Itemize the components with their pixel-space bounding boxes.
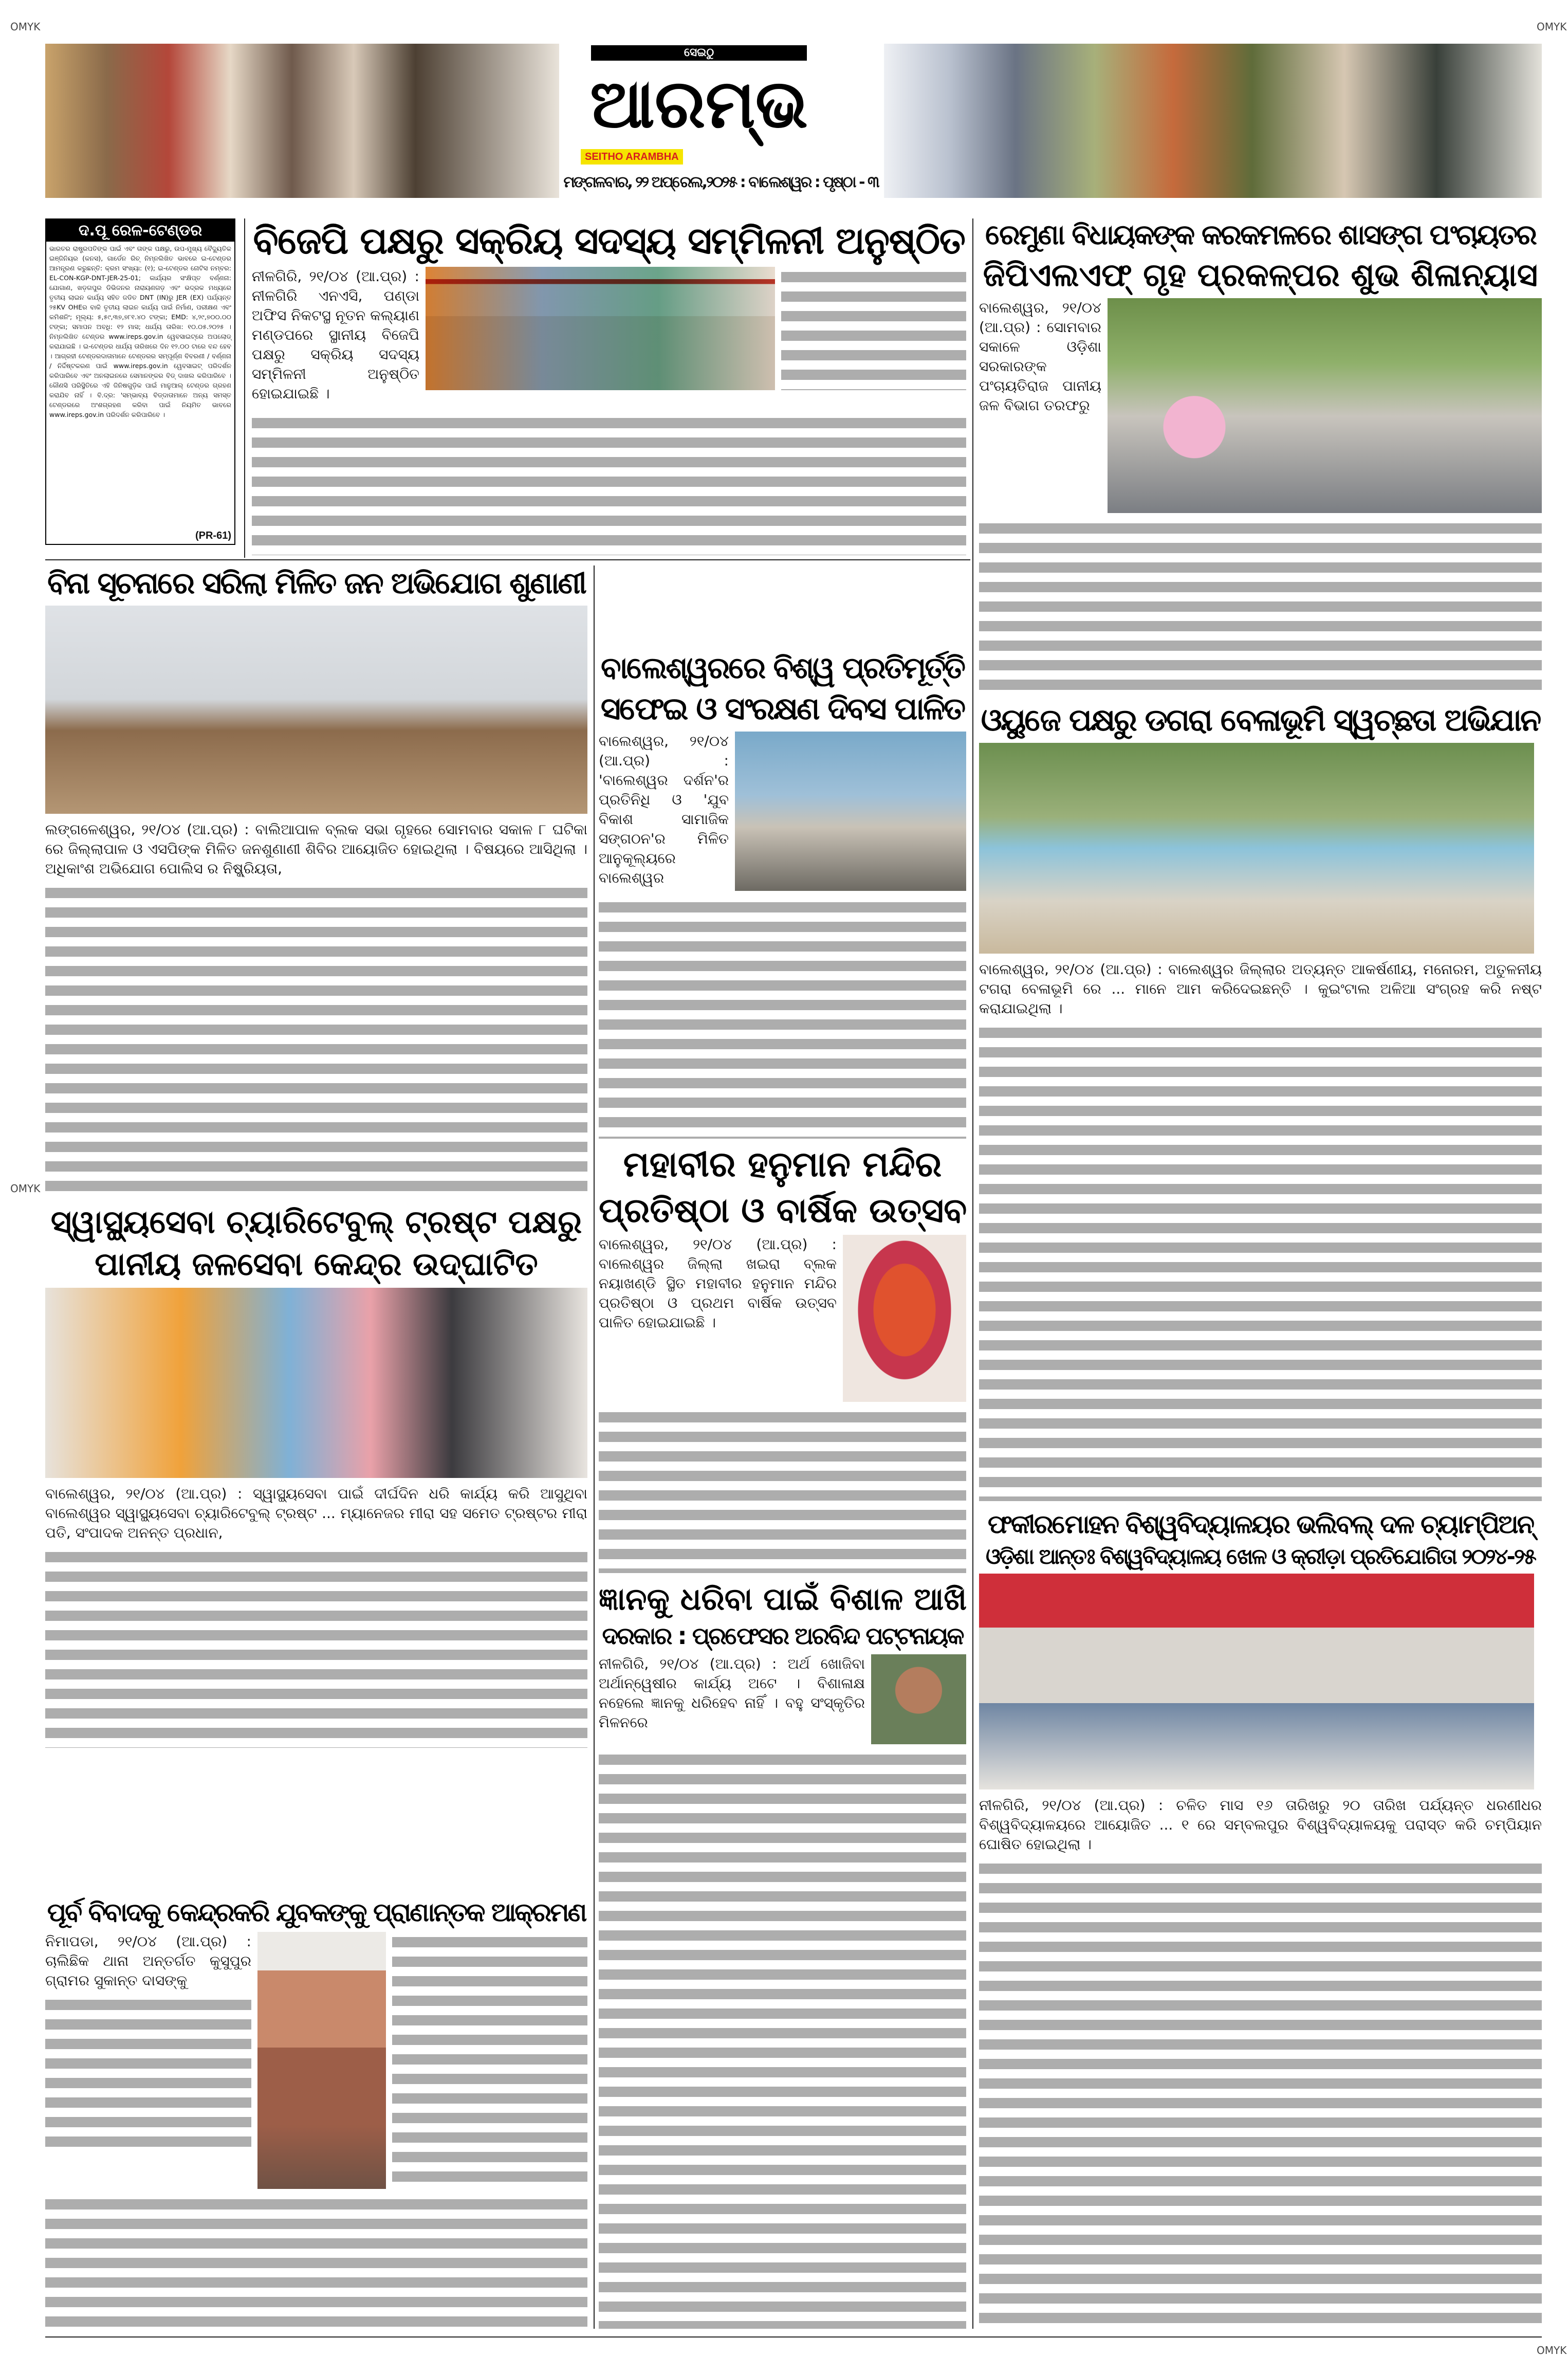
photo-grievance-hearing <box>45 606 587 814</box>
article-bjp-text <box>781 267 966 390</box>
article-water <box>45 1203 587 1748</box>
headline-remuna-2: ଜିପିଏଲଏଫ୍ ଗୃହ ପ୍ରକଳ୍ପର ଶୁଭ ଶିଳାନ୍ୟାସ <box>983 255 1538 294</box>
article-attack <box>45 1897 587 2329</box>
article-lead: ନୀଳଗିରି, ୨୧/୦୪ (ଆ.ପ୍ର) : ଅର୍ଥ ଖୋଜିବା ଅର୍ଥାନ୍ୱେଷୀର କାର୍ଯ୍ୟ ଅଟେ । ବିଶାଳାକ୍ଷ ନହେଲେ ଜ୍ଞାନକୁ ଧରିହେବ ନାହିଁ । ବହୁ ସଂସ୍କୃତିର ମିଳନରେ <box>599 1655 865 1731</box>
headline-beach: ଓୟୁଜେ ପକ୍ଷରୁ ଡଗରା ବେଳାଭୂମି ସ୍ୱଚ୍ଛତା ଅଭିଯାନ <box>981 702 1540 738</box>
article-lead: ବାଲେଶ୍ୱର, ୨୧/୦୪ (ଆ.ପ୍ର) : ବାଲେଶ୍ୱର ଜିଲ୍ଲା ଖଇରା ବ୍ଲକ ନୟାଖଣ୍ଡି ସ୍ଥିତ ମହାବୀର ହନୁମାନ ମନ୍ଦିର ପ୍ରତିଷ୍ଠା ଓ ପ୍ରଥମ ବାର୍ଷିକ ଉତ୍ସବ ପାଳିତ ହୋଇଯାଇଛି । <box>599 1235 837 1331</box>
photo-volleyball-trophy <box>979 1574 1534 1789</box>
headline-heritage-2: ସଫେଇ ଓ ସଂରକ୍ଷଣ ଦିବସ ପାଳିତ <box>600 690 965 727</box>
article-beach <box>979 702 1542 1501</box>
masthead-photo-strip-right <box>884 44 1542 198</box>
headline-volleyball-2: ଓଡ଼ିଶା ଆନ୍ତଃ ବିଶ୍ୱବିଦ୍ୟାଳୟ ଖେଳ ଓ କ୍ରୀଡ଼ା ପ୍ରତିଯୋଗିତା ୨୦୨୪-୨୫ <box>985 1544 1536 1569</box>
headline-heritage-1: ବାଲେଶ୍ୱରରେ ବିଶ୍ୱ ପ୍ରତିମୂର୍ତ୍ତି <box>601 650 964 685</box>
registration-mark: OMYK <box>10 21 41 33</box>
headline-remuna-1: ରେମୁଣା ବିଧାୟକଙ୍କ କରକମଳରେ ଶାସଙ୍ଗ ପଂଚାୟତର <box>985 218 1536 251</box>
tender-notice <box>45 218 235 545</box>
article-lead: ନୀଳଗିରି, ୨୧/୦୪ (ଆ.ପ୍ର) : ଚଳିତ ମାସ ୧୬ ତାରିଖରୁ ୨୦ ତାରିଖ ପର୍ଯ୍ୟନ୍ତ ଧରଣୀଧର ବିଶ୍ୱବିଦ୍ୟାଳୟରେ ଆୟୋଜିତ ... ୧ ରେ ସମ୍ବଲପୁର ବିଶ୍ୱବିଦ୍ୟାଳୟକୁ ପରାସ୍ତ କରି ଚମ୍ପିୟାନ ଘୋଷିତ ହୋଇଥିଲା । <box>979 1797 1542 1853</box>
article-volleyball <box>979 1509 1542 2329</box>
article-grievance-text <box>45 883 587 1193</box>
masthead-tagline: SEITHO ARAMBHA <box>581 149 683 165</box>
article-lead: ନୀଳଗିରି, ୨୧/୦୪ (ଆ.ପ୍ର) : ନୀଳଗିରି ଏନଏସି, ପଣ୍ଡା ଅଫିସ ନିକଟସ୍ଥ ନୂତନ କଲ୍ୟାଣ ମଣ୍ଡପରେ ସ୍ଥାନୀୟ ବିଜେପି ପକ୍ଷରୁ ସକ୍ରିୟ ସଦସ୍ୟ ସମ୍ମିଳନୀ ଅନୁଷ୍ଠିତ ହୋଇଯାଇଛି । <box>252 268 419 403</box>
headline-volleyball-1: ଫକୀରମୋହନ ବିଶ୍ୱବିଦ୍ୟାଳୟର ଭଲିବଲ୍ ଦଳ ଚ୍ୟାମ୍ପିଅନ୍ <box>987 1509 1534 1539</box>
tender-text: ଭାରତର ରାଷ୍ଟ୍ରପତିଙ୍କ ପାଇଁ ଏବଂ ତାଙ୍କ ପକ୍ଷରୁ, ଉପ-ମୁଖ୍ୟ ବୈଦ୍ୟୁତିକ ଇଞ୍ଜିନିୟର (କନସ), ଗାର୍ଡେନ ରିଚ୍ ନିମ୍ନଲିଖିତ ଭାବରେ ଇ-ଟେଣ୍ଡର ଆମନ୍ତ୍ରଣ କରୁଛନ୍ତି: କ୍ରମ ସଂଖ୍ୟା: (୧); ଇ-ଟେଣ୍ଡର ନୋଟିସ ନମ୍ବର: EL-CON-KGP-DNT-JER-25-01; କାର୍ଯ୍ୟର ସଂକ୍ଷିପ୍ତ ବର୍ଣ୍ଣନା: ଯୋଗାଣ, ଖଡ଼ଗପୁର ଡିଭିଜନର ନାରାୟଣଗଡ଼ ଏବଂ ଭଦ୍ରକ ମଧ୍ୟରେ ତୃତୀୟ ଲାଇନ କାର୍ଯ୍ୟ ସହିତ ଜଡିତ DNT (IN)ରୁ JER (EX) ପର୍ଯ୍ୟନ୍ତ ୨୫KV OHEର ବାକି ତୃତୀୟ ଲାଇନ କାର୍ଯ୍ୟ ପାଇଁ ନିର୍ମାଣ, ପରୀକ୍ଷଣ ଏବଂ କମିଶନିଂ; ମୂଲ୍ୟ: ୫,୫୯,୩୭,୭୮୧.୪୦ ଟଙ୍କା; EMD: ୪,୨୯,୭୦୦.୦୦ ଟଙ୍କା; ସମାପନ ଅବଧି: ୧୨ ମାସ; ଧାର୍ଯ୍ୟ ତାରିଖ: ୧୦.୦୫.୨୦୨୫ । ନିମ୍ନଲିଖିତ ଟେଣ୍ଡର www.ireps.gov.in ୱେବସାଇଟ୍‌ରେ ଅପଲୋଡ୍ କରାଯାଇଛି । ଇ-ଟେଣ୍ଡର ଧାର୍ଯ୍ୟ ତାରିଖରେ ଦିନ ୧୨.୦୦ ଟାରେ ବନ୍ଦ ହେବ । ଆଗ୍ରହୀ ଟେଣ୍ଡରଦାତାମାନେ ଟେଣ୍ଡରର ସମ୍ପୂର୍ଣ୍ଣ ବିବରଣୀ / ବର୍ଣ୍ଣନା / ନିର୍ଦ୍ଦିଷ୍ଟକରଣ ପାଇଁ www.ireps.gov.in ୱେବସାଇଟ୍ ପରିଦର୍ଶନ କରିପାରିବେ ଏବଂ ଅନଲାଇନରେ ସେମାନଙ୍କର ବିଡ୍ ଦାଖଲ କରିପାରିବେ । କୌଣସି ପରିସ୍ଥିତିରେ ଏହି ଜିନିଷଗୁଡ଼ିକ ପାଇଁ ମାନୁଆଲ୍ ଟେଣ୍ଡର ଗ୍ରହଣ କରାଯିବ ନାହିଁ । ବି.ଦ୍ର: 'ସମ୍ଭାବ୍ୟ ବିଡ୍‌ଦାତାମାନେ ଅନ୍ୟ ସମସ୍ତ ଟେଣ୍ଡରରେ ଅଂଶଗ୍ରହଣ କରିବା ପାଇଁ ନିୟମିତ ଭାବରେ www.ireps.gov.in ପରିଦର୍ଶନ କରିପାରିବେ । <box>49 245 231 418</box>
registration-mark: OMYK <box>1537 2344 1567 2357</box>
article-lead: ନିମାପଡା, ୨୧/୦୪ (ଆ.ପ୍ର) : ଚାଲିଛିକ ଥାନା ଅନ୍ତର୍ଗତ କୁସୁପୁର ଗ୍ରାମର ସୁକାନ୍ତ ଦାସଙ୍କୁ <box>45 1933 251 1989</box>
article-attack-text <box>45 1995 251 2149</box>
tender-title: ଦ.ପୂ ରେଳ-ଟେଣ୍ଡର <box>46 220 234 242</box>
article-volleyball-text <box>979 1858 1542 2329</box>
article-lead: ଲଙ୍ଗଳେଶ୍ୱର, ୨୧/୦୪ (ଆ.ପ୍ର) : ବାଲିଆପାଳ ବ୍ଲକ ସଭା ଗୃହରେ ସୋମବାର ସକାଳ ୮ ଘଟିକା ରେ ଜିଲ୍ଲାପାଳ ଓ ଏସପିଙ୍କ ମିଳିତ ଜନଶୁଣାଣୀ ଶିବିର ଆୟୋଜିତ ହୋଇଥିଲା । ବିଷୟରେ ଆସିଥିଲା । ଅଧିକାଂଶ ଅଭିଯୋଗ ପୋଲିସ ର ନିଷ୍କ୍ରିୟତା, <box>45 820 587 877</box>
article-remuna-text <box>979 518 1542 694</box>
headline-temple-2: ପ୍ରତିଷ୍ଠା ଓ ବାର୍ଷିକ ଉତ୍ସବ <box>599 1190 967 1230</box>
article-attack-text <box>392 1932 587 2189</box>
photo-water-kiosk <box>45 1288 587 1478</box>
article-attack-text <box>45 2194 587 2329</box>
headline-water-1: ସ୍ୱାସ୍ଥ୍ୟସେବା ଚ୍ୟାରିଟେବୁଲ୍ ଟ୍ରଷ୍ଟ ପକ୍ଷରୁ <box>50 1203 582 1240</box>
article-water-text <box>45 1547 587 1748</box>
headline-knowledge-2: ଦରକାର : ପ୍ରଫେସର ଅରବିନ୍ଦ ପଟ୍ଟନାୟକ <box>602 1622 963 1650</box>
photo-hanuman-idol <box>843 1235 966 1402</box>
article-temple-text <box>599 1407 966 1573</box>
article-lead: ବାଲେଶ୍ୱର, ୨୧/୦୪ (ଆ.ପ୍ର) : 'ବାଲେଶ୍ୱର ଦର୍ଶନ'ର ପ୍ରତିନିଧି ଓ 'ଯୁବ ବିକାଶ ସାମାଜିକ ସଙ୍ଗଠନ'ର ମିଳିତ ଆନୁକୂଲ୍ୟରେ ବାଲେଶ୍ୱର <box>599 732 729 886</box>
photo-bjp-meeting <box>426 267 775 390</box>
registration-mark: OMYK <box>10 1182 41 1195</box>
article-lead: ବାଲେଶ୍ୱର, ୨୧/୦୪ (ଆ.ପ୍ର) : ସ୍ୱାସ୍ଥ୍ୟସେବା ପାଇଁ ଦୀର୍ଘଦିନ ଧରି କାର୍ଯ୍ୟ କରି ଆସୁଥିବା ବାଲେଶ୍ୱର ସ୍ୱାସ୍ଥ୍ୟସେବା ଚ୍ୟାରିଟେବୁଲ୍ ଟ୍ରଷ୍ଟ ... ମ୍ୟାନେଜର ମୀରା ସହ ସମେତ ଟ୍ରଷ୍ଟର ମୀରା ପତି, ସଂପାଦକ ଅନନ୍ତ ପ୍ରଧାନ, <box>45 1485 587 1541</box>
headline-water-2: ପାନୀୟ ଜଳସେବା କେନ୍ଦ୍ର ଉଦ୍‌ଘାଟିତ <box>95 1245 538 1283</box>
article-knowledge-text <box>599 1749 966 2329</box>
photo-beach-cleanup <box>979 743 1534 954</box>
article-bjp <box>252 218 966 555</box>
tender-code: (PR-61) <box>195 530 231 541</box>
article-lead: ବାଲେଶ୍ୱର, ୨୧/୦୪ (ଆ.ପ୍ର) : ସୋମବାର ସକାଳେ ଓଡ଼ିଶା ସରକାରଙ୍କ ପଂଚାୟତିରାଜ ପାନୀୟ ଜଳ ବିଭାଗ ତରଫରୁ <box>979 299 1101 414</box>
photo-statue-cleaning <box>735 732 966 891</box>
masthead-kicker: ସେଇଠୁ <box>591 45 807 61</box>
article-bjp-text <box>252 413 966 555</box>
photo-professor <box>871 1654 966 1744</box>
headline-grievance: ବିନା ସୂଚନାରେ ସରିଲା ମିଳିତ ଜନ ଅଭିଯୋଗ ଶୁଣାଣୀ <box>47 565 585 600</box>
article-grievance <box>45 565 587 1193</box>
masthead-photo-strip-left <box>45 44 559 198</box>
masthead-logo: ଆରମ୍ଭ <box>590 65 808 143</box>
article-beach-text <box>979 1022 1542 1501</box>
masthead-dateline: ମଙ୍ଗଳବାର, ୨୨ ଅପ୍ରେଲ,୨୦୨୫ : ବାଲେଶ୍ୱର : ପୃଷ୍ଠା - ୩ <box>563 172 879 193</box>
headline-temple-1: ମହାବୀର ହନୁମାନ ମନ୍ଦିର <box>623 1144 942 1185</box>
article-lead: ବାଲେଶ୍ୱର, ୨୧/୦୪ (ଆ.ପ୍ର) : ବାଲେଶ୍ୱର ଜିଲ୍ଲାର ଅତ୍ୟନ୍ତ ଆକର୍ଷଣୀୟ, ମନୋରମ, ଅତୁଳନୀୟ ଟଗରା ବେଳାଭୂମି ରେ ... ମାନେ ଆମ କରିଦେଇଛନ୍ତି । କୁଇଂଟାଲ ଅଳିଆ ସଂଗ୍ରହ କରି ନଷ୍ଟ କରାଯାଇଥିଲା । <box>979 961 1542 1017</box>
headline-knowledge-1: ଜ୍ଞାନକୁ ଧରିବା ପାଇଁ ବିଶାଳ ଆଖି <box>599 1581 967 1617</box>
article-temple <box>599 1144 966 1573</box>
registration-mark: OMYK <box>1537 21 1567 33</box>
article-heritage-text <box>599 897 966 1139</box>
headline-attack: ପୂର୍ବ ବିବାଦକୁ କେନ୍ଦ୍ରକରି ଯୁବକଙ୍କୁ ପ୍ରାଣାନ୍ତକ ଆକ୍ରମଣ <box>47 1897 586 1927</box>
article-heritage <box>599 650 966 1139</box>
article-remuna <box>979 218 1542 694</box>
article-knowledge <box>599 1581 966 2329</box>
photo-foundation-stone <box>1108 298 1542 513</box>
photo-injured-youth <box>257 1932 386 2189</box>
headline-bjp: ବିଜେପି ପକ୍ଷରୁ ସକ୍ରିୟ ସଦସ୍ୟ ସମ୍ମିଳନୀ ଅନୁଷ୍ଠିତ <box>253 219 965 262</box>
